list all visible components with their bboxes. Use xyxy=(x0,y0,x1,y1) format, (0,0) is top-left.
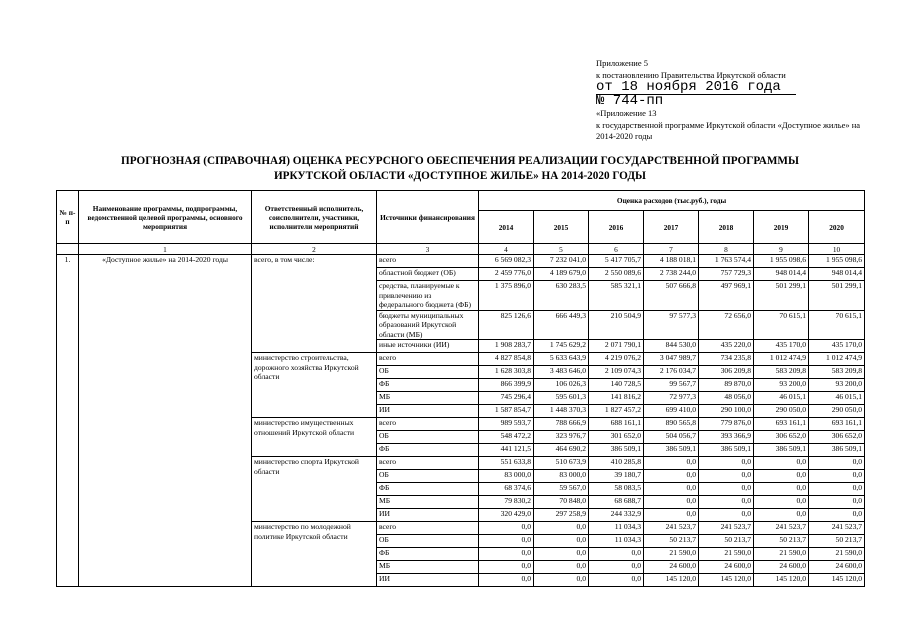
value-cell: 548 472,2 xyxy=(479,431,534,444)
annex-line-1: Приложение 5 xyxy=(596,58,648,68)
value-cell: 106 026,3 xyxy=(534,379,589,392)
value-cell: 241 523,7 xyxy=(644,522,699,535)
row-number: 1. xyxy=(57,255,79,587)
value-cell: 68 374,6 xyxy=(479,483,534,496)
value-cell: 210 504,9 xyxy=(589,310,644,340)
annex-block xyxy=(596,58,866,143)
value-cell: 4 219 076,2 xyxy=(589,353,644,366)
executor-cell: министерство имущественных отношений Иркутской области xyxy=(252,418,377,457)
value-cell: 140 728,5 xyxy=(589,379,644,392)
value-cell: 0,0 xyxy=(699,509,754,522)
value-cell: 72 977,3 xyxy=(644,392,699,405)
source-cell: МБ xyxy=(377,561,479,574)
source-cell: ФБ xyxy=(377,548,479,561)
table-head xyxy=(57,191,865,255)
value-cell: 145 120,0 xyxy=(809,574,865,587)
value-cell: 435 170,0 xyxy=(809,340,865,353)
source-cell: ФБ xyxy=(377,483,479,496)
column-number: 1 xyxy=(79,244,252,255)
header-num: № п-п xyxy=(57,191,79,244)
value-cell: 501 299,1 xyxy=(754,281,809,311)
value-cell: 1 012 474,9 xyxy=(754,353,809,366)
value-cell: 948 014,4 xyxy=(754,268,809,281)
value-cell: 0,0 xyxy=(479,574,534,587)
source-cell: ИИ xyxy=(377,405,479,418)
value-cell: 297 258,9 xyxy=(534,509,589,522)
value-cell: 24 600,0 xyxy=(809,561,865,574)
column-number: 5 xyxy=(534,244,589,255)
value-cell: 0,0 xyxy=(479,548,534,561)
executor-cell: министерство спорта Иркутской области xyxy=(252,457,377,522)
value-cell: 0,0 xyxy=(479,561,534,574)
value-cell: 50 213,7 xyxy=(754,535,809,548)
value-cell: 306 652,0 xyxy=(754,431,809,444)
value-cell: 688 161,1 xyxy=(589,418,644,431)
value-cell: 7 232 041,0 xyxy=(534,255,589,268)
value-cell: 825 126,6 xyxy=(479,310,534,340)
source-cell: иные источники (ИИ) xyxy=(377,340,479,353)
value-cell: 323 976,7 xyxy=(534,431,589,444)
value-cell: 948 014,4 xyxy=(809,268,865,281)
value-cell: 24 600,0 xyxy=(754,561,809,574)
title-line-1: ПРОГНОЗНАЯ (СПРАВОЧНАЯ) ОЦЕНКА РЕСУРСНОГО ОБЕСПЕЧЕНИЯ РЕАЛИЗАЦИИ ГОСУДАРСТВЕННОЙ ПРОГРАММЫ xyxy=(121,155,799,167)
value-cell: 21 590,0 xyxy=(699,548,754,561)
value-cell: 3 047 989,7 xyxy=(644,353,699,366)
header-year: 2018 xyxy=(699,211,754,244)
value-cell: 866 399,9 xyxy=(479,379,534,392)
value-cell: 46 015,1 xyxy=(754,392,809,405)
value-cell: 2 550 089,6 xyxy=(589,268,644,281)
value-cell: 58 083,5 xyxy=(589,483,644,496)
value-cell: 21 590,0 xyxy=(754,548,809,561)
executor-cell: всего, в том числе: xyxy=(252,255,377,353)
value-cell: 0,0 xyxy=(644,470,699,483)
value-cell: 72 656,0 xyxy=(699,310,754,340)
value-cell: 788 666,9 xyxy=(534,418,589,431)
value-cell: 2 109 074,3 xyxy=(589,366,644,379)
value-cell: 0,0 xyxy=(644,496,699,509)
value-cell: 583 209,8 xyxy=(809,366,865,379)
source-cell: всего xyxy=(377,457,479,470)
value-cell: 693 161,1 xyxy=(754,418,809,431)
value-cell: 24 600,0 xyxy=(699,561,754,574)
header-executor: Ответственный исполнитель, соисполнители, участники, исполнители мероприятий xyxy=(252,191,377,244)
value-cell: 301 652,0 xyxy=(589,431,644,444)
value-cell: 244 332,9 xyxy=(589,509,644,522)
value-cell: 21 590,0 xyxy=(644,548,699,561)
value-cell: 3 483 646,0 xyxy=(534,366,589,379)
value-cell: 779 876,0 xyxy=(699,418,754,431)
value-cell: 50 213,7 xyxy=(809,535,865,548)
source-cell: МБ xyxy=(377,496,479,509)
value-cell: 464 690,2 xyxy=(534,444,589,457)
value-cell: 6 569 082,3 xyxy=(479,255,534,268)
source-cell: всего xyxy=(377,255,479,268)
source-cell: ФБ xyxy=(377,444,479,457)
value-cell: 59 567,0 xyxy=(534,483,589,496)
value-cell: 48 056,0 xyxy=(699,392,754,405)
table-body xyxy=(57,255,865,587)
value-cell: 2 738 244,0 xyxy=(644,268,699,281)
value-cell: 0,0 xyxy=(589,561,644,574)
value-cell: 1 763 574,4 xyxy=(699,255,754,268)
value-cell: 70 615,1 xyxy=(809,310,865,340)
table-row xyxy=(57,255,865,268)
value-cell: 630 283,5 xyxy=(534,281,589,311)
value-cell: 145 120,0 xyxy=(644,574,699,587)
source-cell: всего xyxy=(377,522,479,535)
column-number: 4 xyxy=(479,244,534,255)
header-year: 2017 xyxy=(644,211,699,244)
source-cell: всего xyxy=(377,353,479,366)
value-cell: 24 600,0 xyxy=(644,561,699,574)
value-cell: 0,0 xyxy=(809,496,865,509)
value-cell: 1 745 629,2 xyxy=(534,340,589,353)
header-name: Наименование программы, подпрограммы, ведомственной целевой программы, основного мероприятия xyxy=(79,191,252,244)
value-cell: 1 955 098,6 xyxy=(754,255,809,268)
value-cell: 1 628 303,8 xyxy=(479,366,534,379)
column-number: 8 xyxy=(699,244,754,255)
value-cell: 551 633,8 xyxy=(479,457,534,470)
executor-cell: министерство строительства, дорожного хозяйства Иркутской области xyxy=(252,353,377,418)
annex-line-2: к постановлению Правительства Иркутской области xyxy=(596,69,786,80)
source-cell: МБ xyxy=(377,392,479,405)
value-cell: 2 071 790,1 xyxy=(589,340,644,353)
value-cell: 79 830,2 xyxy=(479,496,534,509)
value-cell: 0,0 xyxy=(534,522,589,535)
column-number: 9 xyxy=(754,244,809,255)
value-cell: 504 056,7 xyxy=(644,431,699,444)
value-cell: 0,0 xyxy=(754,457,809,470)
header-year: 2020 xyxy=(809,211,865,244)
source-cell: средства, планируемые к привлечению из федерального бюджета (ФБ) xyxy=(377,281,479,311)
value-cell: 386 509,1 xyxy=(809,444,865,457)
value-cell: 0,0 xyxy=(534,535,589,548)
value-cell: 0,0 xyxy=(754,496,809,509)
value-cell: 0,0 xyxy=(534,548,589,561)
column-number: 3 xyxy=(377,244,479,255)
source-cell: ОБ xyxy=(377,535,479,548)
value-cell: 585 321,1 xyxy=(589,281,644,311)
value-cell: 5 633 643,9 xyxy=(534,353,589,366)
value-cell: 583 209,8 xyxy=(754,366,809,379)
value-cell: 0,0 xyxy=(809,509,865,522)
value-cell: 4 827 854,8 xyxy=(479,353,534,366)
value-cell: 2 459 776,0 xyxy=(479,268,534,281)
value-cell: 0,0 xyxy=(809,483,865,496)
resource-table xyxy=(56,190,865,587)
value-cell: 290 100,0 xyxy=(699,405,754,418)
column-number: 2 xyxy=(252,244,377,255)
value-cell: 241 523,7 xyxy=(809,522,865,535)
value-cell: 70 848,0 xyxy=(534,496,589,509)
value-cell: 83 000,0 xyxy=(534,470,589,483)
value-cell: 0,0 xyxy=(589,574,644,587)
source-cell: областной бюджет (ОБ) xyxy=(377,268,479,281)
value-cell: 50 213,7 xyxy=(699,535,754,548)
value-cell: 0,0 xyxy=(699,483,754,496)
value-cell: 441 121,5 xyxy=(479,444,534,457)
value-cell: 757 729,3 xyxy=(699,268,754,281)
value-cell: 1 587 854,7 xyxy=(479,405,534,418)
value-cell: 510 673,9 xyxy=(534,457,589,470)
value-cell: 745 296,4 xyxy=(479,392,534,405)
value-cell: 50 213,7 xyxy=(644,535,699,548)
value-cell: 4 189 679,0 xyxy=(534,268,589,281)
value-cell: 290 050,0 xyxy=(809,405,865,418)
source-cell: ФБ xyxy=(377,379,479,392)
value-cell: 46 015,1 xyxy=(809,392,865,405)
annex-number: № 744-пп xyxy=(596,93,664,109)
value-cell: 2 176 034,7 xyxy=(644,366,699,379)
document-title xyxy=(60,154,860,184)
value-cell: 0,0 xyxy=(699,496,754,509)
value-cell: 0,0 xyxy=(534,574,589,587)
value-cell: 5 417 705,7 xyxy=(589,255,644,268)
value-cell: 595 601,3 xyxy=(534,392,589,405)
value-cell: 0,0 xyxy=(809,470,865,483)
value-cell: 70 615,1 xyxy=(754,310,809,340)
value-cell: 1 827 457,2 xyxy=(589,405,644,418)
value-cell: 844 530,0 xyxy=(644,340,699,353)
value-cell: 99 567,7 xyxy=(644,379,699,392)
value-cell: 890 565,8 xyxy=(644,418,699,431)
header-year: 2014 xyxy=(479,211,534,244)
value-cell: 0,0 xyxy=(644,509,699,522)
value-cell: 0,0 xyxy=(754,509,809,522)
source-cell: всего xyxy=(377,418,479,431)
value-cell: 435 220,0 xyxy=(699,340,754,353)
source-cell: ОБ xyxy=(377,366,479,379)
value-cell: 0,0 xyxy=(479,535,534,548)
value-cell: 97 577,3 xyxy=(644,310,699,340)
value-cell: 68 688,7 xyxy=(589,496,644,509)
value-cell: 1 955 098,6 xyxy=(809,255,865,268)
value-cell: 666 449,3 xyxy=(534,310,589,340)
value-cell: 699 410,0 xyxy=(644,405,699,418)
value-cell: 145 120,0 xyxy=(699,574,754,587)
value-cell: 386 509,1 xyxy=(699,444,754,457)
source-cell: ИИ xyxy=(377,509,479,522)
value-cell: 306 652,0 xyxy=(809,431,865,444)
value-cell: 11 034,3 xyxy=(589,522,644,535)
column-number-blank xyxy=(57,244,79,255)
annex-line-6: к государственной программе Иркутской области «Доступное жилье» на 2014-2020 годы xyxy=(596,119,861,141)
header-cost: Оценка расходов (тыс.руб.), годы xyxy=(479,191,865,211)
value-cell: 4 188 018,1 xyxy=(644,255,699,268)
source-cell: ОБ xyxy=(377,431,479,444)
value-cell: 241 523,7 xyxy=(699,522,754,535)
value-cell: 89 870,0 xyxy=(699,379,754,392)
value-cell: 0,0 xyxy=(699,457,754,470)
value-cell: 386 509,1 xyxy=(589,444,644,457)
program-name: «Доступное жилье» на 2014-2020 годы xyxy=(79,255,252,587)
value-cell: 306 209,8 xyxy=(699,366,754,379)
value-cell: 0,0 xyxy=(754,470,809,483)
annex-line-5: «Приложение 13 xyxy=(596,108,657,118)
value-cell: 1 375 896,0 xyxy=(479,281,534,311)
value-cell: 290 050,0 xyxy=(754,405,809,418)
source-cell: ИИ xyxy=(377,574,479,587)
value-cell: 93 200,0 xyxy=(754,379,809,392)
source-cell: ОБ xyxy=(377,470,479,483)
value-cell: 0,0 xyxy=(534,561,589,574)
value-cell: 386 509,1 xyxy=(644,444,699,457)
value-cell: 989 593,7 xyxy=(479,418,534,431)
value-cell: 0,0 xyxy=(699,470,754,483)
value-cell: 0,0 xyxy=(809,457,865,470)
header-year: 2015 xyxy=(534,211,589,244)
title-line-2: ИРКУТСКОЙ ОБЛАСТИ «ДОСТУПНОЕ ЖИЛЬЕ» НА 2014-2020 ГОДЫ xyxy=(273,170,647,182)
value-cell: 0,0 xyxy=(589,548,644,561)
header-source: Источники финансирования xyxy=(377,191,479,244)
value-cell: 507 666,8 xyxy=(644,281,699,311)
header-year: 2019 xyxy=(754,211,809,244)
value-cell: 145 120,0 xyxy=(754,574,809,587)
value-cell: 83 000,0 xyxy=(479,470,534,483)
value-cell: 141 816,2 xyxy=(589,392,644,405)
value-cell: 21 590,0 xyxy=(809,548,865,561)
source-cell: бюджеты муниципальных образований Иркутской области (МБ) xyxy=(377,310,479,340)
value-cell: 0,0 xyxy=(479,522,534,535)
value-cell: 435 170,0 xyxy=(754,340,809,353)
value-cell: 39 180,7 xyxy=(589,470,644,483)
value-cell: 693 161,1 xyxy=(809,418,865,431)
value-cell: 393 366,9 xyxy=(699,431,754,444)
column-number: 10 xyxy=(809,244,865,255)
value-cell: 1 012 474,9 xyxy=(809,353,865,366)
value-cell: 241 523,7 xyxy=(754,522,809,535)
value-cell: 734 235,8 xyxy=(699,353,754,366)
value-cell: 386 509,1 xyxy=(754,444,809,457)
value-cell: 1 448 370,3 xyxy=(534,405,589,418)
executor-cell: министерство по молодежной политике Иркутской области xyxy=(252,522,377,587)
value-cell: 93 200,0 xyxy=(809,379,865,392)
value-cell: 0,0 xyxy=(644,483,699,496)
value-cell: 0,0 xyxy=(644,457,699,470)
column-number: 6 xyxy=(589,244,644,255)
value-cell: 410 285,8 xyxy=(589,457,644,470)
value-cell: 11 034,3 xyxy=(589,535,644,548)
value-cell: 501 299,1 xyxy=(809,281,865,311)
value-cell: 1 908 283,7 xyxy=(479,340,534,353)
value-cell: 0,0 xyxy=(754,483,809,496)
annex-date: от 18 ноября 2016 года xyxy=(596,81,796,95)
value-cell: 320 429,0 xyxy=(479,509,534,522)
column-number: 7 xyxy=(644,244,699,255)
value-cell: 497 969,1 xyxy=(699,281,754,311)
header-year: 2016 xyxy=(589,211,644,244)
